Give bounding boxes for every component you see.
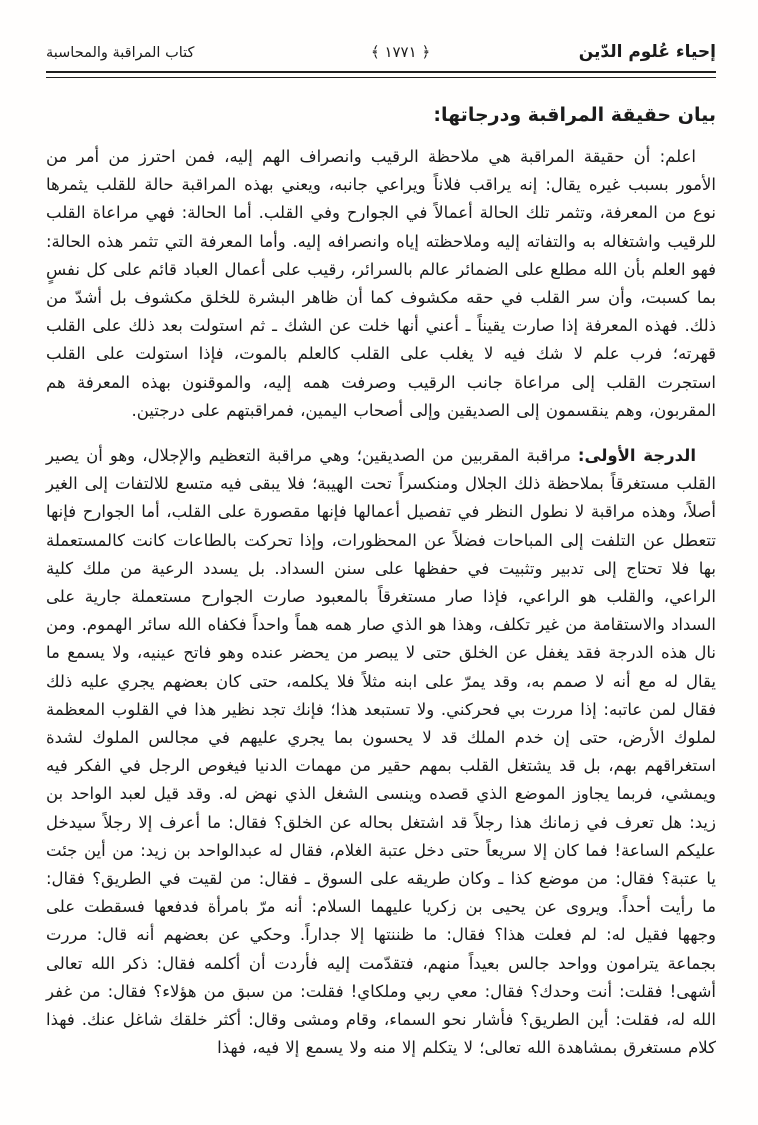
paragraph-intro-text: أن حقيقة المراقبة هي ملاحظة الرقيب وانصراف الهم إليه، فمن احترز من أمر من الأمور بسبب غيره يقال: إنه يراقب فلاناً ويراعي جانبه، ويعني بهذه المراقبة حالة للقلب يثمرها نوع من المعرفة، وتثمر تلك الحالة أعمالاً في الجوارح وفي القلب. أما الحالة: فهي مراعاة القلب للرقيب واشتغاله به والتفاته إليه وملاحظته إياه وانصرافه إليه. وأما المعرفة التي تثمر هذه الحالة: فهو العلم بأن الله مطلع على الضمائر عالم بالسرائر، رقيب على أعمال العباد قائم على كل نفسٍ بما كسبت، وأن سر القلب في حقه مكشوف كما أن ظاهر البشرة للخلق مكشوف بل أشدّ من ذلك. فهذه المعرفة إذا صارت يقيناً ـ أعني أنها خلت عن الشك ـ ثم استولت بعد ذلك على القلب قهرته؛ فرب علم لا شك فيه لا يغلب على القلب كالعلم بالموت، فإذا استولت على القلب استجرت القلب إلى مراعاة جانب الرقيب وصرفت همه إليه، والموقنون بهذه المعرفة هم المقربون، وهم ينقسمون إلى الصديقين وإلى أصحاب اليمين، فمراقبتهم على درجتين.	[46, 147, 716, 420]
chapter-title: كتاب المراقبة والمحاسبة	[46, 45, 195, 61]
paragraph-first-degree-text: مراقبة المقربين من الصديقين؛ وهي مراقبة التعظيم والإجلال، وهو أن يصير القلب مستغرقاً بملاحظة ذلك الجلال ومنكسراً تحت الهيبة؛ فلا يبقى فيه متسع للالتفات إلى الغير أصلاً، وهذه مراقبة لا نطول النظر في تفصيل أعمالها فإنها مقصورة على القلب، أما الجوارح فإنها تتعطل عن التلفت إلى المباحات فضلاً عن المحظورات، وإذا تحركت بالطاعات كانت كالمستعملة بها فلا تحتاج إلى تدبير وتثبيت في حفظها على سنن السداد. بل يسدد الرعية من ملك كلية الراعي، والقلب هو الراعي، فإذا صار مستغرقاً بالمعبود صارت الجوارح مستعملة جارية على السداد والاستقامة من غير تكلف، وهذا هو الذي صار همه هماً واحداً فكفاه الله سائر الهموم. ومن نال هذه الدرجة فقد يغفل عن الخلق حتى لا يبصر من يحضر عنده وهو فاتح عينيه، ولا يسمع ما يقال له مع أنه لا صمم به، وقد يمرّ على ابنه مثلاً فلا يكلمه، حتى كان بعضهم يجري عليه ذلك فقال لمن عاتبه: إذا مررت بي فحركني. ولا تستبعد هذا؛ فإنك تجد نظير هذا في القلوب المعظمة لملوك الأرض، حتى إن خدم الملك قد لا يحسون بما يجري عليهم في مجالس الملوك لشدة استغراقهم بهم، بل قد يشتغل القلب بمهم حقير من مهمات الدنيا فيغوص الرجل في الفكر فيه ويمشي، فربما يجاوز الموضع الذي قصده وينسى الشغل الذي نهض له. وقد قيل لعبد الواحد بن زيد: هل تعرف في زمانك هذا رجلاً قد اشتغل بحاله عن الخلق؟ فقال: ما أعرف إلا رجلاً سيدخل عليكم الساعة! فما كان إلا سريعاً حتى دخل عتبة الغلام، فقال له عبدالواحد بن زيد: من أين جئت يا عتبة؟ فقال: من موضع كذا ـ وكان طريقه على السوق ـ فقال: من لقيت في الطريق؟ فقال: ما رأيت أحداً. ويروى عن يحيى بن زكريا عليهما السلام: أنه مرّ بامرأة فدفعها فسقطت على وجهها فقيل له: لم فعلت هذا؟ فقال: ما ظننتها إلا جداراً. وحكي عن بعضهم أنه قال: مررت بجماعة يترامون وواحد جالس بعيداً منهم، فتقدّمت إليه فأردت أن أكلمه فقال: ذكر الله تعالى أشهى! فقلت: أنت وحدك؟ فقال: معي ربي وملكاي! فقلت: من سبق من هؤلاء؟ فقال: من غفر الله له، فقلت: أين الطريق؟ فأشار نحو السماء، وقام ومشى وقال: أكثر خلقك شاغل عنك. فهذا كلام مستغرق بمشاهدة الله تعالى؛ لا يتكلم إلا منه ولا يسمع إلا فيه، فهذا	[46, 446, 716, 1058]
header-divider-rule	[46, 71, 716, 78]
section-heading: بيان حقيقة المراقبة ودرجاتها:	[433, 104, 716, 126]
paragraph-first-degree-lead: الدرجة الأولى:	[577, 446, 696, 466]
page-header	[46, 42, 716, 62]
book-title: إحياء عُلوم الدّين	[578, 42, 716, 62]
page-number: ﴿ ١٧٧١ ﴾	[370, 43, 431, 61]
paragraph-first-degree	[46, 442, 716, 1062]
paragraph-intro-lead: اعلم:	[659, 147, 696, 166]
paragraph-intro	[46, 143, 716, 425]
